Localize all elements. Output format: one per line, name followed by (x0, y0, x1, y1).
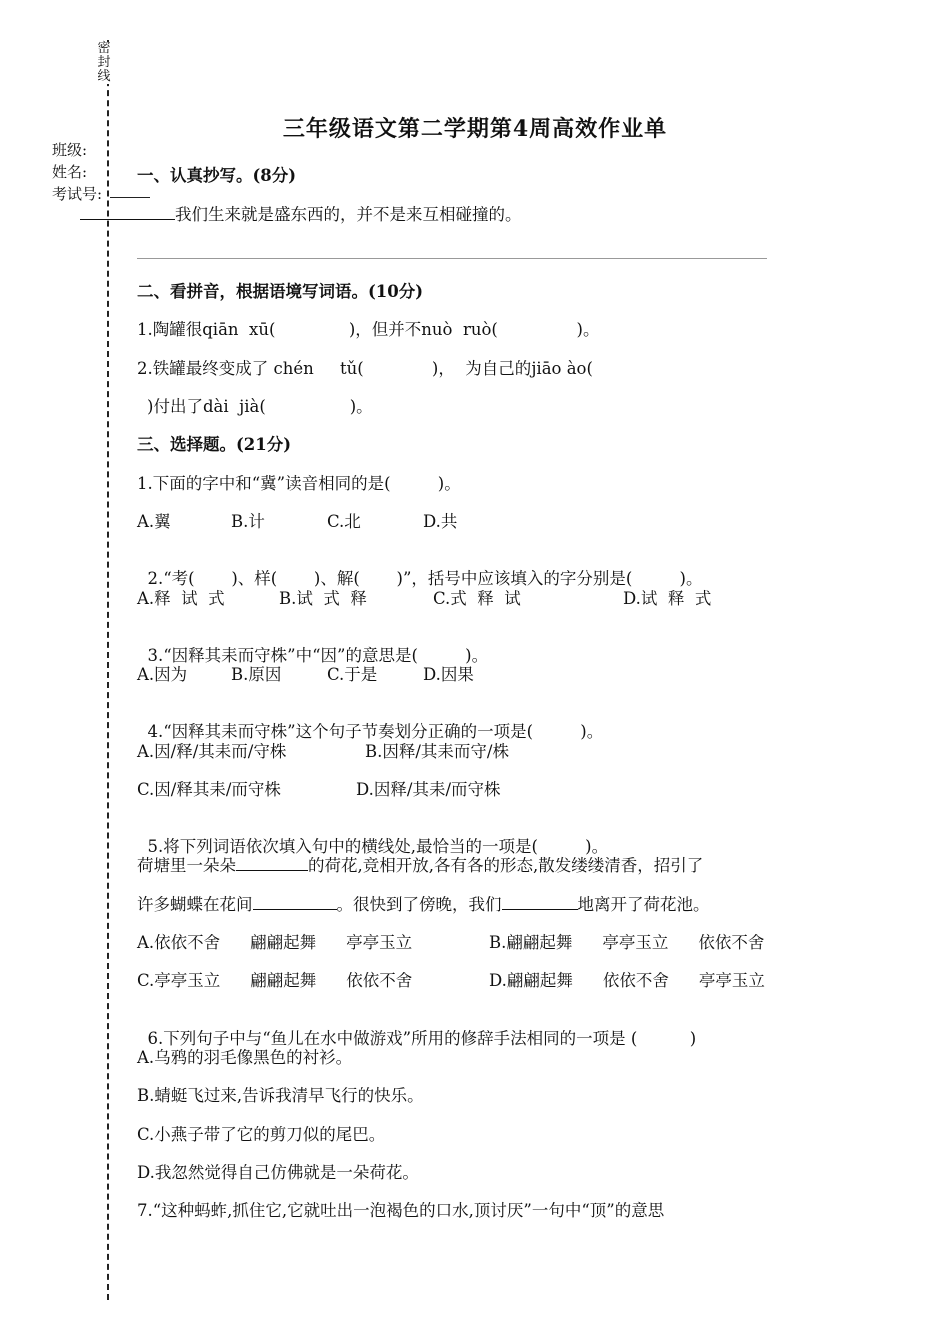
q2-mid: ， 为自己的 (438, 359, 532, 378)
passage-text: 的荷花,竞相开放,各有各的形态,散发缕缕清香，招引了 (308, 856, 704, 875)
option-d[interactable]: D.我忽然觉得自己仿佛就是一朵荷花。 (137, 1163, 419, 1182)
answer-paren-3[interactable]: ( ) (357, 359, 439, 378)
writing-line[interactable] (137, 258, 767, 259)
passage-text: 许多蝴蝶在花间 (137, 895, 253, 914)
option-word: 依依不舍 (602, 971, 669, 990)
option-b[interactable]: B.计 (231, 512, 265, 531)
pinyin-question-1 (137, 316, 599, 340)
passage-blank-2[interactable] (253, 895, 337, 910)
option-d[interactable]: D.因释/其耒/而守株 (356, 780, 501, 799)
q6-stem: 6.下列句子中与“鱼儿在水中做游戏”所用的修辞手法相同的一项是 (147, 1029, 626, 1048)
choice-question-6 (137, 1006, 696, 1049)
option-a[interactable]: A.乌鸦的羽毛像黑色的衬衫。 (137, 1048, 353, 1067)
q3-end: )。 (465, 646, 489, 665)
page-title: 三年级语文第二学期第4周高效作业单 (282, 116, 668, 142)
q2-pinyin-2: jiāo ào (531, 359, 587, 378)
choice-question-7: 7.“这种蚂蚱,抓住它,它就吐出一泡褐色的口水,顶讨厌”一句中“顶”的意思 (137, 1201, 665, 1220)
option-word: C.亭亭玉立 (137, 971, 221, 990)
passage-text: 荷塘里一朵朵 (137, 856, 236, 875)
q5-end: )。 (585, 837, 609, 856)
option-d[interactable] (489, 967, 765, 991)
q5-passage-line-2 (137, 891, 710, 915)
choice-question-3 (137, 623, 488, 666)
choice-question-5 (137, 814, 608, 857)
option-c[interactable]: C.式 释 试 (433, 589, 521, 608)
option-a[interactable] (137, 929, 412, 953)
answer-paren[interactable] (533, 722, 580, 741)
q2-pinyin-1: chén tǔ (273, 359, 358, 378)
q2-cont: 付出了 (153, 397, 203, 416)
q1-stem: 1.下面的字中和“冀”读音相同的是( (137, 474, 391, 493)
section-2-heading: 二、看拼音，根据语境写词语。(10分) (137, 282, 424, 301)
option-word: 亭亭玉立 (346, 933, 413, 952)
class-label: 班级: (52, 141, 88, 159)
option-d[interactable]: D.因果 (423, 665, 474, 684)
option-b[interactable] (489, 929, 764, 953)
answer-paren-2[interactable]: ( ) (491, 320, 583, 339)
q2-pinyin-3: dài jià (202, 397, 260, 416)
q2-stem: 2.“考( )、样( )、解( )”，括号中应该填入的字分别是( (147, 569, 633, 588)
choice-question-4 (137, 699, 603, 742)
q1-pinyin-2: nuò ruò (421, 320, 492, 339)
q5-passage-line-1 (137, 852, 703, 876)
option-word: A.依依不舍 (137, 933, 221, 952)
option-c[interactable]: C.小燕子带了它的剪刀似的尾巴。 (137, 1125, 386, 1144)
answer-paren-1[interactable]: ( ) (268, 320, 356, 339)
option-d[interactable]: D.共 (423, 512, 458, 531)
passage-blank-1[interactable] (236, 856, 308, 871)
pinyin-question-2-cont (147, 393, 373, 417)
option-c[interactable]: C.因/释其耒/而守株 (137, 780, 281, 799)
section-1-heading: 一、认真抄写。(8分) (137, 166, 297, 185)
copy-sentence-line (80, 201, 522, 225)
option-a[interactable]: A.释 试 式 (137, 589, 225, 608)
option-a[interactable]: A.因/释/其耒而/守株 (137, 742, 287, 761)
option-word: 翩翩起舞 (250, 933, 317, 952)
q3-stem: 3.“因释其耒而守株”中“因”的意思是( (147, 646, 418, 665)
seal-dashed-line (107, 40, 109, 1300)
option-word: 依依不舍 (698, 933, 765, 952)
option-a[interactable]: A.因为 (137, 665, 188, 684)
q1-end: )。 (437, 474, 461, 493)
copy-sentence: 我们生来就是盛东西的，并不是来互相碰撞的。 (175, 205, 522, 224)
copy-blank[interactable] (80, 205, 175, 220)
q4-end: )。 (580, 722, 604, 741)
option-d[interactable]: D.试 释 式 (623, 589, 712, 608)
option-word: 亭亭玉立 (698, 971, 765, 990)
q4-stem: 4.“因释其耒而守株”这个句子节奏划分正确的一项是( (147, 722, 534, 741)
option-word: 翩翩起舞 (250, 971, 317, 990)
option-b[interactable]: B.蜻蜓飞过来,告诉我清早飞行的快乐。 (137, 1086, 424, 1105)
option-word: 亭亭玉立 (602, 933, 669, 952)
q2-prefix: 2.铁罐最终变成了 (137, 359, 274, 378)
answer-paren-5[interactable]: ( ) (259, 397, 357, 416)
q2-end: )。 (679, 569, 703, 588)
exam-number-underline (110, 197, 150, 198)
answer-paren[interactable] (391, 474, 438, 493)
q1-mid: ，但并不 (355, 320, 422, 339)
answer-paren-4-close[interactable]: ) (147, 397, 154, 416)
answer-paren[interactable]: ( ) (630, 1029, 697, 1048)
option-c[interactable]: C.北 (327, 512, 361, 531)
choice-question-2 (137, 546, 702, 589)
option-c[interactable] (137, 967, 412, 991)
name-label: 姓名: (52, 163, 88, 181)
option-b[interactable]: B.因释/其耒而守/株 (365, 742, 509, 761)
choice-question-1 (137, 470, 461, 494)
option-b[interactable]: B.试 式 释 (279, 589, 367, 608)
q1-prefix: 1.陶罐很 (137, 320, 203, 339)
q2-end: 。 (356, 397, 373, 416)
option-a[interactable]: A.翼 (137, 512, 171, 531)
q1-pinyin-1: qiān xū (202, 320, 269, 339)
passage-blank-3[interactable] (502, 895, 578, 910)
pinyin-question-2 (137, 355, 593, 379)
section-3-heading: 三、选择题。(21分) (137, 435, 292, 454)
exam-number-label: 考试号: (52, 185, 103, 203)
option-word: 依依不舍 (346, 971, 413, 990)
passage-text: 。很快到了傍晚，我们 (336, 895, 502, 914)
q1-end: 。 (582, 320, 600, 339)
passage-text: 地离开了荷花池。 (577, 895, 710, 914)
q5-stem: 5.将下列词语依次填入句中的横线处,最恰当的一项是( (147, 837, 538, 856)
option-word: D.翩翩起舞 (489, 971, 573, 990)
option-word: B.翩翩起舞 (489, 933, 573, 952)
seal-label: 密封线 (97, 41, 111, 84)
option-c[interactable]: C.于是 (327, 665, 378, 684)
paren-open: ( (586, 359, 593, 378)
option-b[interactable]: B.原因 (231, 665, 282, 684)
